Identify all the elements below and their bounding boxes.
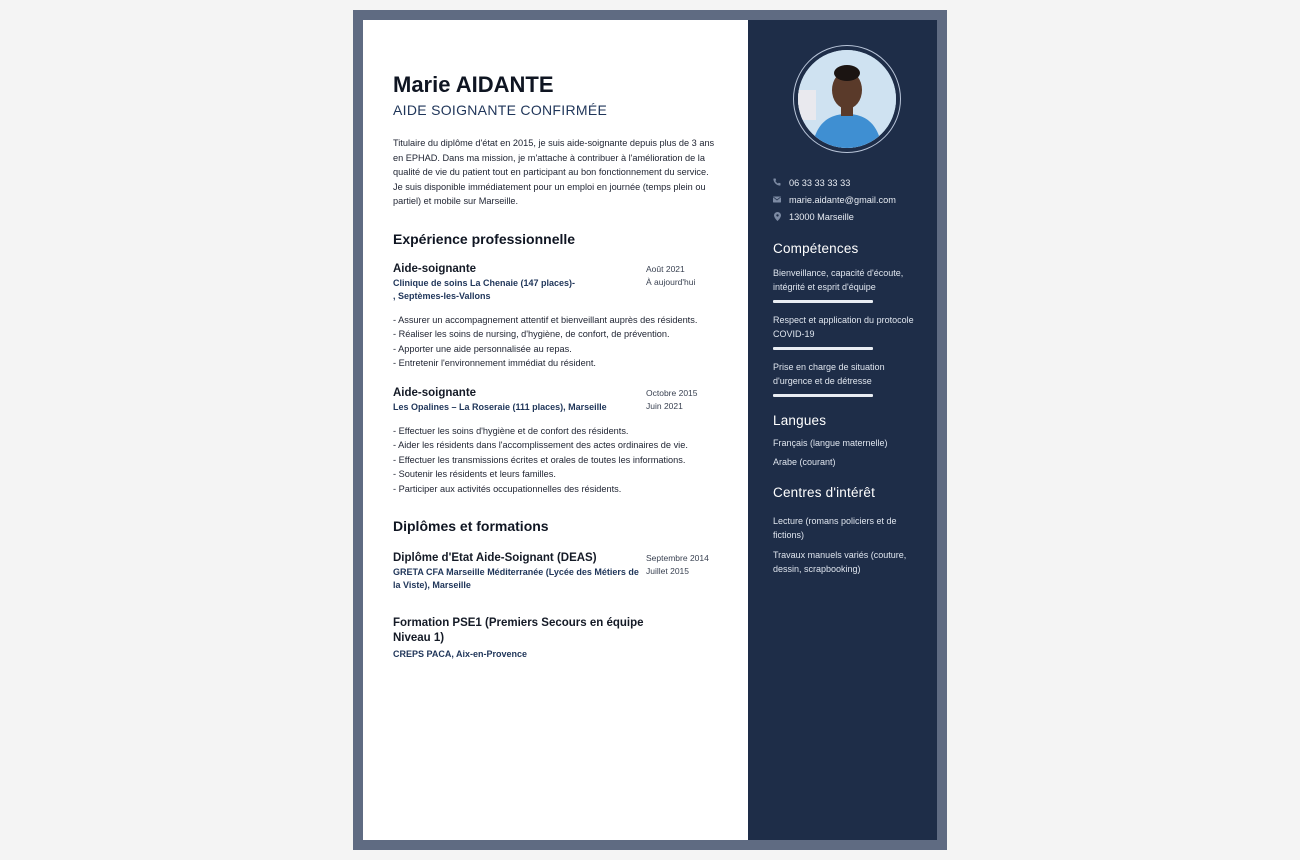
skill-item bbox=[773, 360, 923, 397]
skill-item bbox=[773, 313, 923, 350]
skill-item bbox=[773, 266, 923, 303]
languages-title: Langues bbox=[773, 413, 827, 428]
task-item: - Aider les résidents dans l'accomplissement des actes ordinaires de vie. bbox=[393, 440, 688, 450]
skill-bar bbox=[773, 347, 873, 350]
skills-list bbox=[773, 266, 923, 397]
skill-bar bbox=[773, 300, 873, 303]
sidebar bbox=[748, 20, 937, 840]
education-dates bbox=[646, 552, 718, 592]
experience-item bbox=[393, 263, 718, 371]
date-start: Août 2021 bbox=[646, 263, 685, 274]
skills-title: Compétences bbox=[773, 241, 859, 256]
experience-employer bbox=[393, 401, 643, 414]
diploma-school: GRETA CFA Marseille Méditerranée (Lycée des Métiers de la Viste), Marseille bbox=[393, 567, 639, 590]
location-text: 13000 Marseille bbox=[789, 212, 854, 222]
languages-list bbox=[773, 436, 923, 469]
interest-item: Lecture (romans policiers et de fictions) bbox=[773, 516, 897, 540]
experience-tasks bbox=[393, 313, 718, 371]
location-pin-icon bbox=[773, 212, 781, 223]
education-item bbox=[393, 552, 718, 592]
experience-employer bbox=[393, 277, 643, 303]
task-item: - Soutenir les résidents et leurs familles. bbox=[393, 469, 556, 479]
profile-photo bbox=[798, 50, 896, 148]
education-section-title: Diplômes et formations bbox=[393, 518, 549, 534]
experience-section-title: Expérience professionnelle bbox=[393, 230, 576, 247]
date-start: Septembre 2014 bbox=[646, 553, 709, 563]
experience-dates bbox=[646, 263, 718, 303]
interest-item: Travaux manuels variés (couture, dessin, scrapbooking) bbox=[773, 550, 907, 574]
date-start: Octobre 2015 bbox=[646, 387, 698, 398]
task-item: - Effectuer les transmissions écrites et orales de toutes les informations. bbox=[393, 454, 686, 465]
main-column bbox=[363, 20, 748, 840]
task-item: - Assurer un accompagnement attentif et bienveillant auprès des résidents. bbox=[393, 314, 698, 325]
skill-bar bbox=[773, 394, 873, 397]
job-title: AIDE SOIGNANTE CONFIRMÉE bbox=[393, 102, 608, 118]
interests-list bbox=[773, 514, 923, 576]
resume-frame bbox=[353, 10, 947, 850]
contact-email bbox=[773, 194, 923, 206]
resume-page bbox=[363, 20, 937, 840]
employer-line: Les Opalines – La Roseraie (111 places), Marseille bbox=[393, 401, 607, 412]
contact-phone bbox=[773, 177, 923, 189]
interests-title: Centres d'intérêt bbox=[773, 485, 876, 500]
envelope-icon bbox=[773, 196, 781, 205]
experience-item bbox=[393, 387, 718, 497]
skill-label: Bienveillance, capacité d'écoute, intégrité et esprit d'équipe bbox=[773, 268, 904, 292]
experience-dates bbox=[646, 387, 718, 414]
candidate-name: Marie AIDANTE bbox=[393, 72, 554, 97]
diploma-title: Formation PSE1 (Premiers Secours en équipe Niveau 1) bbox=[393, 617, 644, 644]
employer-line: Clinique de soins La Chenaie (147 places)- bbox=[393, 277, 576, 288]
education-item bbox=[393, 616, 718, 661]
employer-line: , Septèmes-les-Vallons bbox=[393, 290, 491, 301]
avatar-icon bbox=[798, 50, 896, 148]
phone-number[interactable]: 06 33 33 33 33 bbox=[789, 178, 851, 188]
task-item: - Participer aux activités occupationnelles des résidents. bbox=[393, 483, 622, 494]
task-item: - Apporter une aide personnalisée au repas. bbox=[393, 343, 572, 354]
task-item: - Entretenir l'environnement immédiat du résident. bbox=[393, 358, 596, 368]
date-end: À aujourd'hui bbox=[646, 276, 696, 287]
language-item: Arabe (courant) bbox=[773, 457, 836, 467]
profile-photo-frame bbox=[793, 45, 901, 153]
profile-summary: Titulaire du diplôme d'état en 2015, je suis aide-soignante depuis plus de 3 ans en EPHAD. Dans ma mission, je m'attache à contribuer à l'amélioration de la qualité de vie du patient tout en participant au bon fonctionnement du service. Je suis disponible immédiatement pour un emploi en journée (temps plein ou partiel) et mobile sur Marseille. bbox=[393, 138, 715, 206]
contact-location bbox=[773, 211, 923, 223]
task-item: - Effectuer les soins d'hygiène et de confort des résidents. bbox=[393, 425, 629, 436]
date-end: Juin 2021 bbox=[646, 400, 683, 411]
skill-label: Prise en charge de situation d'urgence et de détresse bbox=[773, 362, 885, 386]
phone-icon bbox=[773, 178, 781, 188]
skill-label: Respect et application du protocole COVID-19 bbox=[773, 315, 914, 339]
date-end: Juillet 2015 bbox=[646, 566, 690, 576]
language-item: Français (langue maternelle) bbox=[773, 438, 888, 448]
experience-tasks bbox=[393, 424, 718, 497]
task-item: - Réaliser les soins de nursing, d'hygiène, de confort, de prévention. bbox=[393, 329, 670, 339]
diploma-title: Diplôme d'Etat Aide-Soignant (DEAS) bbox=[393, 552, 597, 564]
experience-title: Aide-soignante bbox=[393, 386, 477, 399]
contact-block bbox=[773, 177, 923, 223]
email-address[interactable]: marie.aidante@gmail.com bbox=[789, 195, 896, 205]
experience-title: Aide-soignante bbox=[393, 262, 477, 275]
diploma-school: CREPS PACA, Aix-en-Provence bbox=[393, 649, 528, 659]
